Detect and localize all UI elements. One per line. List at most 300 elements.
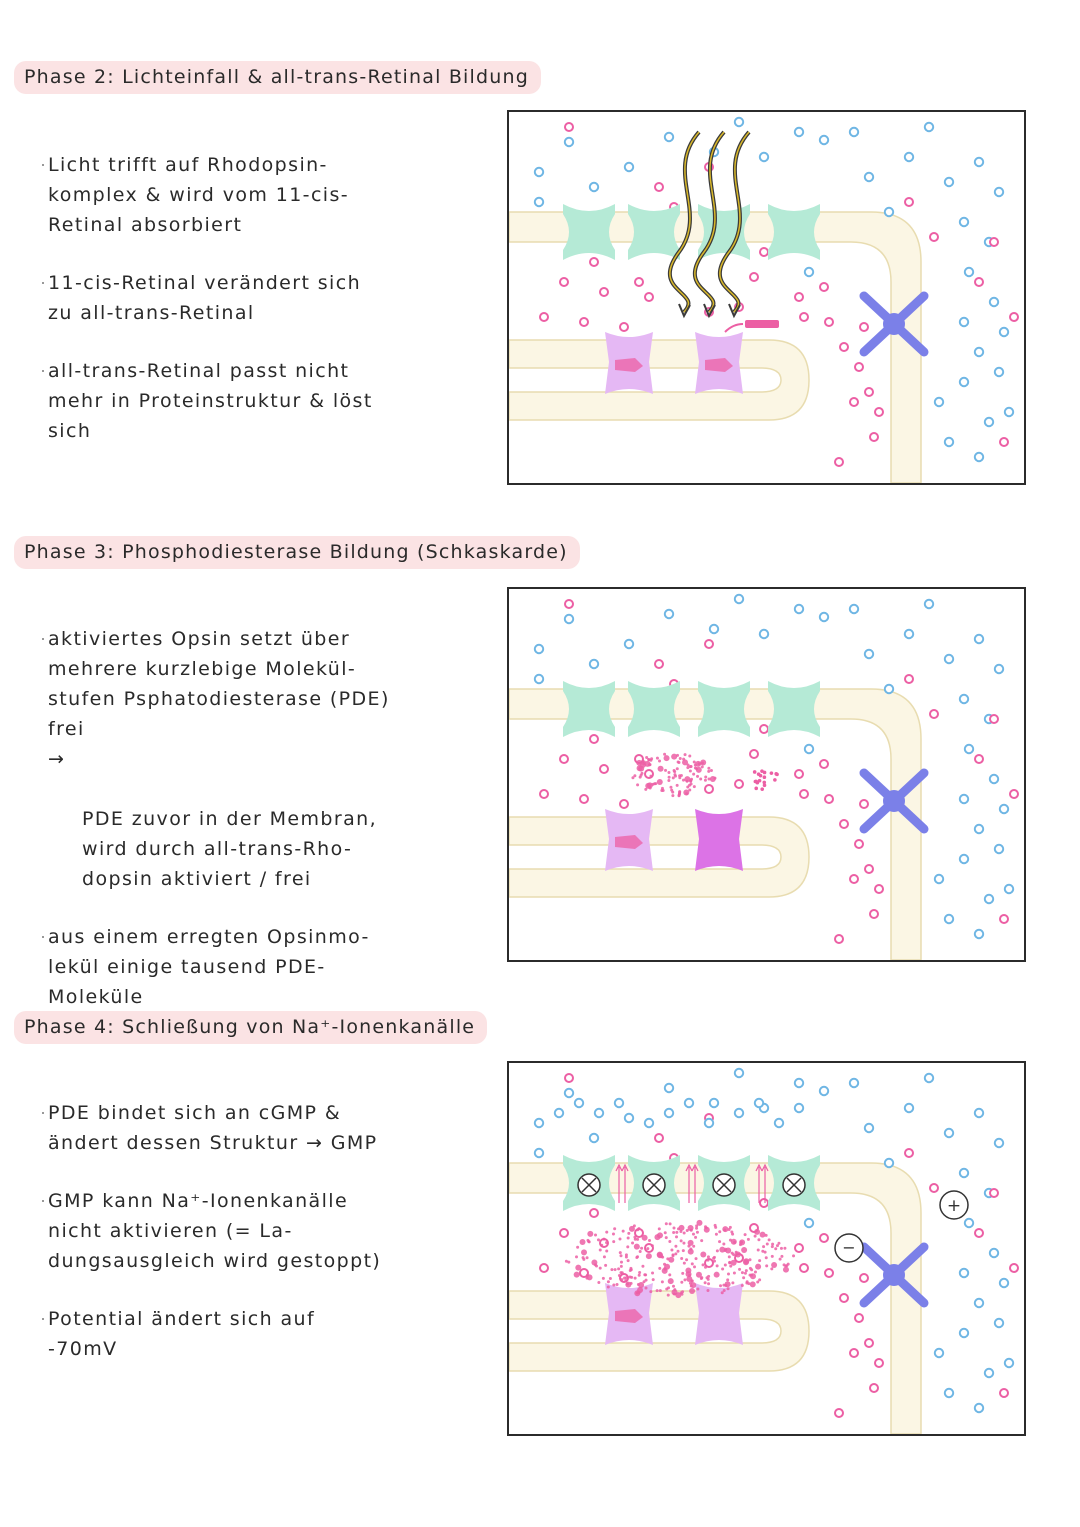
- pde-molecule: [713, 1260, 716, 1263]
- pde-molecule: [586, 1256, 589, 1259]
- pde-molecule: [704, 779, 707, 782]
- blue-ion: [1000, 328, 1008, 336]
- synapse-center: [883, 790, 905, 812]
- pde-molecule: [688, 789, 691, 792]
- pde-molecule: [747, 1238, 750, 1241]
- blue-ion: [565, 138, 573, 146]
- positive-charge-label: +: [946, 1196, 962, 1216]
- blue-ion: [755, 1099, 763, 1107]
- pde-molecule: [672, 776, 675, 779]
- pde-molecule: [691, 1279, 694, 1282]
- pde-molecule: [680, 1281, 683, 1284]
- blue-ion: [925, 1074, 933, 1082]
- pde-molecule: [718, 1230, 721, 1233]
- pde-molecule: [760, 787, 764, 791]
- pink-ion: [800, 790, 808, 798]
- pde-molecule: [764, 1251, 767, 1254]
- pde-molecule: [706, 1289, 709, 1292]
- pde-molecule: [635, 1256, 638, 1259]
- pde-molecule: [765, 1234, 768, 1237]
- pde-molecule: [637, 1283, 640, 1286]
- pde-molecule: [663, 1263, 666, 1266]
- pde-molecule: [727, 1273, 730, 1276]
- blue-ion: [1000, 805, 1008, 813]
- pde-molecule: [724, 1248, 727, 1251]
- release-arrow: [725, 324, 743, 332]
- pde-molecule: [637, 765, 643, 771]
- pde-molecule: [658, 1227, 661, 1230]
- pde-molecule: [724, 1263, 727, 1266]
- pde-molecule: [695, 1257, 698, 1260]
- pink-ion: [1000, 1389, 1008, 1397]
- pde-molecule: [658, 1267, 661, 1270]
- pde-molecule: [631, 1242, 634, 1245]
- blue-ion: [975, 635, 983, 643]
- pink-ion: [975, 1229, 983, 1237]
- pde-molecule: [696, 1272, 702, 1278]
- pde-molecule: [609, 1277, 612, 1280]
- blue-ion: [985, 1369, 993, 1377]
- pde-molecule: [672, 1285, 675, 1288]
- blue-ion: [865, 173, 873, 181]
- phase-4-title: Phase 4: Schließung von Na⁺-Ionenkanälle: [14, 1011, 487, 1044]
- pde-molecule: [633, 774, 636, 777]
- blue-ion: [795, 1104, 803, 1112]
- pink-ion: [930, 710, 938, 718]
- pink-ion: [635, 278, 643, 286]
- blue-ion: [535, 675, 543, 683]
- pde-molecule: [668, 1240, 671, 1243]
- blue-ion: [535, 198, 543, 206]
- phase-3-sub-note: [48, 744, 488, 894]
- pde-molecule: [712, 1257, 715, 1260]
- pde-molecule: [641, 760, 644, 763]
- pde-molecule: [690, 782, 693, 785]
- pde-molecule: [685, 1258, 688, 1261]
- pde-molecule: [656, 757, 659, 760]
- blue-ion: [820, 1087, 828, 1095]
- pde-molecule: [629, 1269, 632, 1272]
- pde-molecule: [696, 775, 699, 778]
- blue-ion: [710, 1099, 718, 1107]
- pde-molecule: [575, 1255, 578, 1258]
- blue-ion: [995, 368, 1003, 376]
- pde-molecule: [645, 783, 651, 789]
- pde-molecule: [620, 1261, 623, 1264]
- pink-ion: [795, 293, 803, 301]
- pink-ion: [975, 755, 983, 763]
- pde-molecule: [744, 1233, 747, 1236]
- ion-channel: [768, 204, 820, 260]
- pde-molecule: [691, 1262, 694, 1265]
- pde-molecule: [755, 1264, 761, 1270]
- pde-molecule: [673, 1226, 676, 1229]
- pde-molecule: [677, 1250, 680, 1253]
- pde-molecule: [666, 1257, 669, 1260]
- pde-molecule: [626, 1245, 629, 1248]
- pde-molecule: [676, 767, 679, 770]
- pde-molecule: [685, 792, 688, 795]
- pde-molecule: [638, 1271, 641, 1274]
- blue-ion: [805, 268, 813, 276]
- blue-ion: [960, 378, 968, 386]
- blue-ion: [905, 153, 913, 161]
- blue-ion: [885, 685, 893, 693]
- pde-molecule: [636, 1228, 639, 1231]
- pink-ion: [975, 278, 983, 286]
- pink-ion: [820, 760, 828, 768]
- pde-molecule: [664, 755, 670, 761]
- pde-molecule: [607, 1285, 610, 1288]
- released-retinal: [745, 320, 779, 328]
- pde-molecule: [602, 1238, 605, 1241]
- blue-ion: [805, 745, 813, 753]
- pde-molecule: [692, 773, 695, 776]
- pde-molecule: [750, 1274, 753, 1277]
- pde-molecule: [673, 770, 676, 773]
- pde-molecule: [770, 771, 774, 775]
- pink-ion: [825, 795, 833, 803]
- pde-molecule: [710, 769, 713, 772]
- phase-3-diagram: [507, 587, 1026, 962]
- pde-molecule: [672, 1231, 675, 1234]
- blue-ion: [975, 930, 983, 938]
- pde-molecule: [690, 1284, 693, 1287]
- pink-ion: [930, 233, 938, 241]
- pde-molecule: [657, 779, 663, 785]
- pink-ion: [990, 715, 998, 723]
- pde-molecule: [661, 1256, 664, 1259]
- pde-molecule: [696, 1231, 699, 1234]
- phase-3-title: Phase 3: Phosphodiesterase Bildung (Schkaskarde): [14, 536, 580, 569]
- pde-molecule: [605, 1241, 608, 1244]
- phase-4-note-3: Potential ändert sich auf -70mV: [48, 1304, 488, 1364]
- blue-ion: [960, 1169, 968, 1177]
- pde-molecule: [670, 1249, 673, 1252]
- pde-molecule: [629, 1276, 632, 1279]
- blue-ion: [965, 745, 973, 753]
- blue-ion: [625, 640, 633, 648]
- pde-molecule: [699, 777, 702, 780]
- blue-ion: [995, 188, 1003, 196]
- pink-ion: [760, 725, 768, 733]
- pink-ion: [580, 318, 588, 326]
- pde-molecule: [704, 1281, 707, 1284]
- pde-molecule: [612, 1240, 615, 1243]
- pde-molecule: [567, 1261, 570, 1264]
- phase-2-notes: [48, 150, 488, 474]
- pde-molecule: [607, 1280, 610, 1283]
- pde-molecule: [597, 1281, 600, 1284]
- ion-channel: [563, 681, 615, 737]
- blue-ion: [985, 895, 993, 903]
- rhodopsin-protein: [695, 1283, 743, 1345]
- pde-molecule: [686, 785, 689, 788]
- blue-ion: [760, 630, 768, 638]
- pde-molecule: [627, 1236, 630, 1239]
- pde-molecule: [689, 1288, 695, 1294]
- pink-ion: [860, 323, 868, 331]
- pde-molecule: [677, 794, 680, 797]
- blue-ion: [960, 218, 968, 226]
- pde-molecule: [750, 1268, 753, 1271]
- blue-ion: [995, 1319, 1003, 1327]
- arrow-right-icon: →: [48, 748, 66, 770]
- pde-molecule: [692, 1233, 695, 1236]
- pink-ion: [705, 640, 713, 648]
- blue-ion: [850, 605, 858, 613]
- blue-ion: [975, 1109, 983, 1117]
- blue-ion: [735, 1069, 743, 1077]
- blue-ion: [625, 163, 633, 171]
- blue-ion: [960, 795, 968, 803]
- pink-ion: [835, 458, 843, 466]
- phase-4-diagram: [507, 1061, 1026, 1436]
- pde-molecule: [638, 1274, 641, 1277]
- pde-molecule: [745, 1269, 748, 1272]
- pde-molecule: [574, 1272, 580, 1278]
- pde-molecule: [604, 1264, 607, 1267]
- pde-molecule: [731, 1281, 734, 1284]
- pde-molecule: [771, 1255, 774, 1258]
- blue-ion: [795, 128, 803, 136]
- pde-molecule: [674, 1252, 677, 1255]
- pde-molecule: [708, 777, 711, 780]
- pde-molecule: [602, 1277, 605, 1280]
- pde-molecule: [576, 1246, 579, 1249]
- pink-ion: [560, 278, 568, 286]
- blue-ion: [665, 133, 673, 141]
- pde-molecule: [677, 761, 680, 764]
- pde-molecule: [730, 1230, 733, 1233]
- disc-membrane: [509, 817, 809, 897]
- blue-ion: [960, 855, 968, 863]
- pde-molecule: [671, 794, 674, 797]
- pde-molecule: [612, 1284, 615, 1287]
- pde-molecule: [668, 1257, 674, 1263]
- phase-4-note-1: PDE bindet sich an cGMP & ändert dessen Struktur → GMP: [48, 1098, 488, 1158]
- pink-ion: [825, 1269, 833, 1277]
- pde-molecule: [701, 765, 704, 768]
- pde-molecule: [586, 1274, 589, 1277]
- blue-ion: [535, 168, 543, 176]
- pde-molecule: [657, 1232, 663, 1238]
- blue-ion: [590, 183, 598, 191]
- pde-molecule: [617, 1267, 620, 1270]
- blue-ion: [965, 1219, 973, 1227]
- blue-ion: [960, 1329, 968, 1337]
- pink-ion: [760, 1199, 768, 1207]
- synapse-center: [883, 313, 905, 335]
- blue-ion: [945, 178, 953, 186]
- pde-molecule: [733, 1272, 736, 1275]
- pde-molecule: [742, 1276, 745, 1279]
- pde-molecule: [741, 1271, 744, 1274]
- blue-ion: [925, 600, 933, 608]
- pde-molecule: [651, 1244, 654, 1247]
- pde-molecule: [707, 1255, 710, 1258]
- pde-molecule: [668, 1273, 671, 1276]
- pde-molecule: [694, 1236, 697, 1239]
- pde-molecule: [681, 1272, 684, 1275]
- pde-molecule: [636, 783, 639, 786]
- pde-molecule: [687, 1245, 690, 1248]
- ion-channel: [698, 681, 750, 737]
- pde-molecule: [696, 1288, 699, 1291]
- pink-ion: [590, 1209, 598, 1217]
- blue-ion: [805, 1219, 813, 1227]
- pink-ion: [565, 123, 573, 131]
- pink-ion: [655, 183, 663, 191]
- pink-ion: [865, 865, 873, 873]
- pde-molecule: [613, 1227, 616, 1230]
- blue-ion: [945, 1389, 953, 1397]
- pde-molecule: [707, 770, 710, 773]
- pde-molecule: [765, 1256, 768, 1259]
- pink-ion: [750, 273, 758, 281]
- blue-ion: [945, 915, 953, 923]
- pde-molecule: [700, 1252, 706, 1258]
- blue-ion: [615, 1099, 623, 1107]
- synapse-center: [883, 1264, 905, 1286]
- pde-molecule: [594, 1234, 597, 1237]
- pde-molecule: [689, 1247, 692, 1250]
- blue-ion: [865, 1124, 873, 1132]
- pde-molecule: [757, 1238, 760, 1241]
- pde-molecule: [702, 1263, 705, 1266]
- pink-ion: [800, 1264, 808, 1272]
- pink-ion: [990, 238, 998, 246]
- blue-ion: [935, 1349, 943, 1357]
- pde-molecule: [659, 1289, 662, 1292]
- pink-ion: [840, 820, 848, 828]
- pde-molecule: [763, 783, 767, 787]
- pink-ion: [905, 198, 913, 206]
- blue-ion: [565, 1089, 573, 1097]
- blue-ion: [995, 665, 1003, 673]
- pde-molecule: [754, 787, 758, 791]
- pde-molecule: [665, 1236, 668, 1239]
- blue-ion: [535, 1149, 543, 1157]
- phase-3-note-1: aktiviertes Opsin setzt über mehrere kurzlebige Molekül- stufen Psphatodiesterase (PDE) frei: [48, 624, 488, 744]
- pde-molecule: [693, 785, 696, 788]
- pde-molecule: [700, 1239, 703, 1242]
- pink-ion: [760, 248, 768, 256]
- pde-molecule: [722, 1226, 728, 1232]
- blue-ion: [535, 645, 543, 653]
- blue-ion: [975, 453, 983, 461]
- pde-molecule: [779, 1258, 782, 1261]
- pink-ion: [990, 1189, 998, 1197]
- pde-molecule: [754, 1229, 760, 1235]
- blue-ion: [975, 1404, 983, 1412]
- blue-ion: [735, 595, 743, 603]
- pink-ion: [860, 800, 868, 808]
- pde-molecule: [649, 763, 652, 766]
- pink-ion: [855, 363, 863, 371]
- pde-molecule: [690, 1229, 693, 1232]
- pde-molecule: [780, 1247, 783, 1250]
- pink-ion: [540, 1264, 548, 1272]
- pde-molecule: [733, 1241, 736, 1244]
- pink-ion: [540, 790, 548, 798]
- pde-molecule: [768, 1238, 771, 1241]
- pde-molecule: [683, 1278, 686, 1281]
- pde-molecule: [625, 1256, 628, 1259]
- pde-molecule: [707, 1282, 710, 1285]
- pde-molecule: [714, 1224, 717, 1227]
- pde-molecule: [679, 757, 682, 760]
- pde-molecule: [729, 1265, 732, 1268]
- pde-molecule: [580, 1239, 586, 1245]
- blue-ion: [1005, 885, 1013, 893]
- pde-molecule: [716, 1264, 719, 1267]
- phase-3-sub-note-text: PDE zuvor in der Membran, wird durch all-trans-Rho- dopsin aktiviert / frei: [82, 808, 378, 890]
- blue-ion: [685, 1099, 693, 1107]
- blue-ion: [945, 438, 953, 446]
- phase-2-note-1: Licht trifft auf Rhodopsin- komplex & wird vom 11-cis- Retinal absorbiert: [48, 150, 488, 240]
- pink-ion: [1010, 1264, 1018, 1272]
- blue-ion: [1005, 408, 1013, 416]
- pde-molecule: [587, 1240, 590, 1243]
- blue-ion: [985, 418, 993, 426]
- blue-ion: [975, 158, 983, 166]
- pde-molecule: [681, 1290, 684, 1293]
- pde-molecule: [759, 774, 763, 778]
- pink-ion: [850, 398, 858, 406]
- pde-molecule: [648, 1239, 651, 1242]
- pink-ion: [620, 800, 628, 808]
- blue-ion: [665, 1084, 673, 1092]
- pink-ion: [1000, 915, 1008, 923]
- pde-molecule: [760, 1232, 766, 1238]
- pde-molecule: [620, 1265, 623, 1268]
- pde-molecule: [693, 760, 696, 763]
- blue-ion: [990, 298, 998, 306]
- pde-molecule: [595, 1264, 598, 1267]
- pink-ion: [825, 318, 833, 326]
- pink-ion: [840, 1294, 848, 1302]
- pde-molecule: [680, 1239, 683, 1242]
- blue-ion: [535, 1119, 543, 1127]
- pde-molecule: [665, 1222, 668, 1225]
- pink-ion: [870, 1384, 878, 1392]
- pde-molecule: [673, 1288, 676, 1291]
- pink-ion: [735, 780, 743, 788]
- blue-ion: [850, 1079, 858, 1087]
- pde-molecule: [661, 787, 664, 790]
- pink-ion: [820, 1234, 828, 1242]
- pde-molecule: [716, 1249, 719, 1252]
- pink-ion: [655, 660, 663, 668]
- pde-molecule: [692, 1245, 695, 1248]
- blue-ion: [735, 118, 743, 126]
- pde-molecule: [719, 1284, 722, 1287]
- pde-molecule: [612, 1232, 615, 1235]
- pde-molecule: [735, 1251, 741, 1257]
- pde-molecule: [618, 1237, 621, 1240]
- pde-molecule: [622, 1230, 625, 1233]
- pink-ion: [865, 388, 873, 396]
- pde-molecule: [682, 779, 685, 782]
- pde-molecule: [762, 1245, 765, 1248]
- pink-ion: [580, 795, 588, 803]
- pink-ion: [930, 1184, 938, 1192]
- pde-molecule: [664, 769, 667, 772]
- pde-molecule: [706, 1259, 709, 1262]
- pde-molecule: [763, 775, 767, 779]
- pde-molecule: [605, 1231, 608, 1234]
